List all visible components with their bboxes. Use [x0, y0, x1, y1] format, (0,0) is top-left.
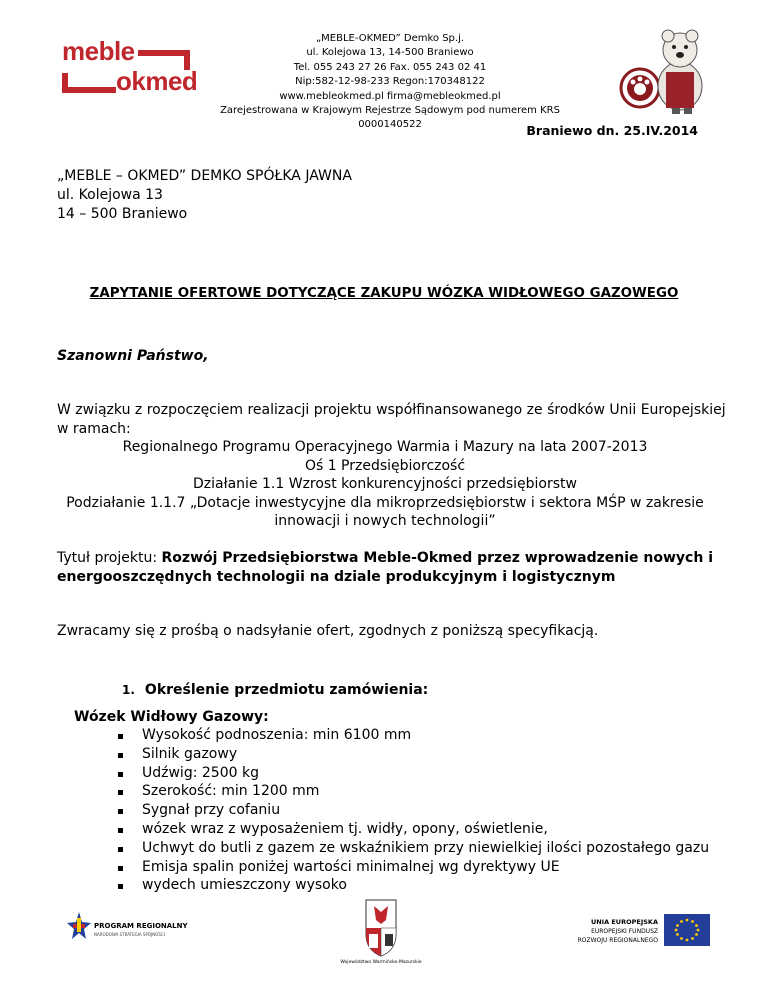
program-action: Działanie 1.1 Wzrost konkurencyjności przedsiębiorstw: [193, 476, 577, 492]
eu-fund-line-2: ROZWOJU REGIONALNEGO: [577, 937, 658, 944]
letterhead-company: „MEBLE-OKMED” Demko Sp.j.: [315, 33, 465, 44]
letterhead-web: www.mebleokmed.pl firma@mebleokmed.pl: [279, 90, 501, 102]
intro-line-1: W związku z rozpoczęciem realizacji projektu współfinansowanego ze środków Unii Europejskiej: [57, 402, 726, 418]
program-regionalny-logo: [67, 906, 188, 966]
spec-item: Szerokość: min 1200 mm: [116, 782, 736, 801]
program-axis: Oś 1 Przedsiębiorczość: [304, 457, 466, 474]
program-subaction-2: innowacji i nowych technologii”: [274, 513, 496, 529]
nss-star-icon: [67, 912, 91, 946]
address-company: „MEBLE – OKMED” DEMKO SPÓŁKA JAWNA: [57, 168, 352, 184]
spec-item: Emisja spalin poniżej wartości minimalnej wg dyrektywy UE: [116, 858, 736, 877]
logo-word-meble: meble: [62, 36, 135, 66]
section-heading: [122, 682, 428, 698]
letterhead-phone: Tel. 055 243 27 26 Fax. 055 243 02 41: [293, 61, 487, 73]
eu-logo: [560, 912, 710, 954]
project-title-1: Rozwój Przedsiębiorstwa Meble-Okmed przez wprowadzenie nowych i: [161, 550, 713, 566]
eu-title: UNIA EUROPEJSKA: [590, 918, 658, 926]
program-subaction-1: Podziałanie 1.1.7 „Dotacje inwestycyjne dla mikroprzedsiębiorstw i sektora MŚP w zakresie: [66, 494, 704, 511]
logo-word-okmed: okmed: [116, 66, 198, 96]
company-logo: [62, 36, 198, 100]
recipient-address: [57, 167, 352, 224]
letter-date: Braniewo dn. 25.IV.2014: [526, 123, 698, 138]
program-name: Regionalnego Programu Operacyjnego Warmia i Mazury na lata 2007-2013: [122, 439, 648, 455]
program-regionalny-title: PROGRAM REGIONALNY: [94, 922, 188, 930]
spec-item: Uchwyt do butli z gazem ze wskaźnikiem przy niewielkiej ilości pozostałego gazu: [116, 839, 736, 858]
letterhead-contact: [190, 32, 590, 133]
project-title-block: [57, 549, 713, 587]
warmia-mazury-coat-of-arms: [338, 898, 424, 970]
address-city: 14 – 500 Braniewo: [57, 206, 188, 222]
spec-item: Sygnał przy cofaniu: [116, 801, 736, 820]
intro-line-2: w ramach:: [57, 420, 131, 437]
eu-flag-icon: [664, 914, 710, 946]
section-title: Określenie przedmiotu zamówienia:: [144, 682, 429, 698]
spec-item: Silnik gazowy: [116, 745, 736, 764]
spec-item: wózek wraz z wyposażeniem tj. widły, opony, oświetlenie,: [116, 820, 736, 839]
letterhead-street: ul. Kolejowa 13, 14-500 Braniewo: [306, 47, 474, 59]
address-street: ul. Kolejowa 13: [57, 187, 163, 203]
spec-item: wydech umieszczony wysoko: [116, 876, 736, 895]
bear-mascot-icon: [618, 28, 710, 114]
project-line-1: [57, 549, 713, 568]
project-line-2: [57, 568, 713, 587]
request-sentence: Zwracamy się z prośbą o nadsyłanie ofert, zgodnych z poniższą specyfikacją.: [57, 623, 599, 639]
intro-paragraph: [57, 401, 726, 531]
product-heading: Wózek Widłowy Gazowy:: [74, 709, 269, 725]
letterhead-nip: Nip:582-12-98-233 Regon:170348122: [295, 76, 485, 88]
spec-list: [116, 726, 736, 895]
spec-item: Udźwig: 2500 kg: [116, 764, 736, 783]
spec-item: Wysokość podnoszenia: min 6100 mm: [116, 726, 736, 745]
coat-of-arms-icon: [338, 898, 424, 958]
coat-of-arms-caption: Województwo Warmińsko-Mazurskie: [340, 960, 422, 965]
project-label: Tytuł projektu:: [57, 550, 158, 566]
document-title: ZAPYTANIE OFERTOWE DOTYCZĄCE ZAKUPU WÓZKA WIDŁOWEGO GAZOWEGO: [89, 286, 679, 301]
greeting: Szanowni Państwo,: [57, 348, 209, 364]
section-number: 1.: [122, 683, 135, 697]
program-regionalny-sub: NARODOWA STRATEGIA SPÓJNOŚCI: [94, 932, 165, 937]
eu-fund-line-1: EUROPEJSKI FUNDUSZ: [591, 928, 658, 935]
letterhead-krs: Zarejestrowana w Krajowym Rejestrze Sądowym pod numerem KRS 0000140522: [220, 105, 560, 131]
project-title-2: energooszczędnych technologii na dziale produkcyjnym i logistycznym: [57, 569, 616, 585]
